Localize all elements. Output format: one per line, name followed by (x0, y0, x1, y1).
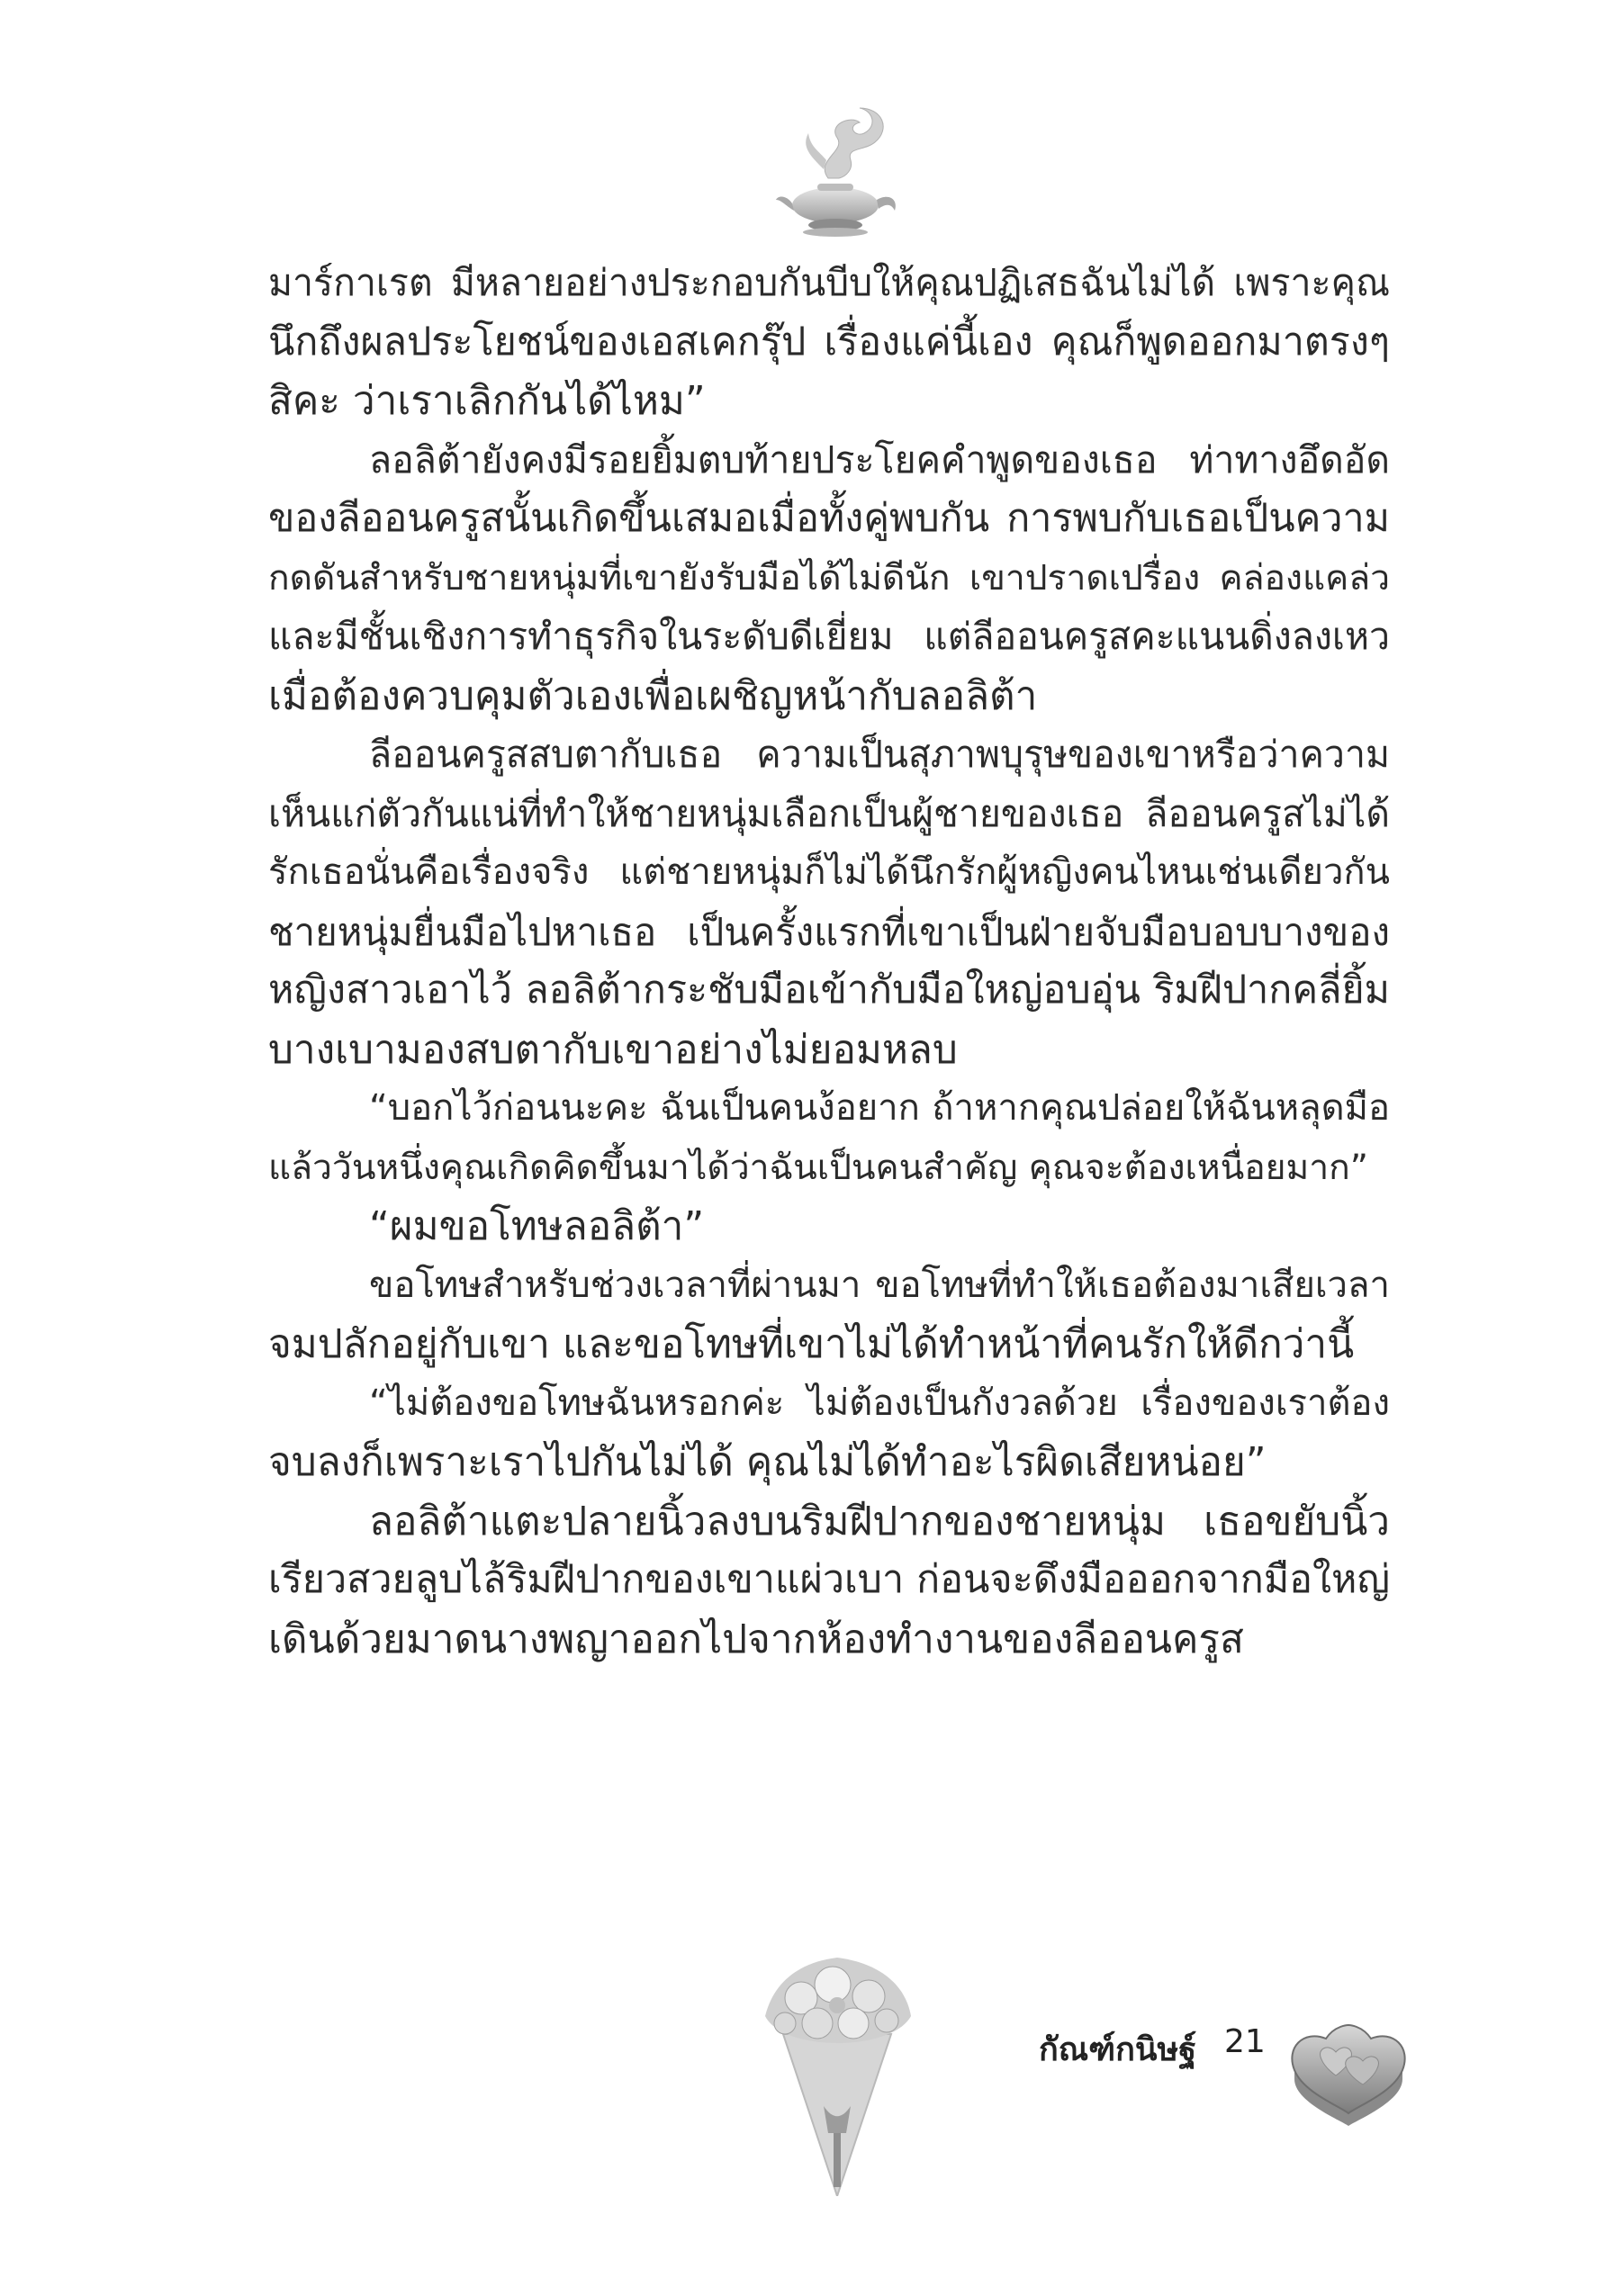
paragraph (268, 1256, 1390, 1374)
genie-lamp-icon (774, 106, 900, 241)
paragraph (268, 1492, 1390, 1670)
text-line: เมื่อต้องควบคุมตัวเองเพื่อเผชิญหน้ากับลอลิต้า (268, 672, 1038, 719)
paragraph (268, 1374, 1390, 1492)
paragraph (268, 1197, 1390, 1256)
book-title: กัณฑ์กนิษฐ์ (1039, 2031, 1197, 2068)
text-line: บางเบามองสบตากับเขาอย่างไม่ยอมหลบ (268, 1026, 958, 1073)
text-line: เรียวสวยลูบไล้ริมฝีปากของเขาแผ่วเบา ก่อนจะดึงมือออกจากมือใหญ่ (268, 1557, 1390, 1602)
body-text (268, 254, 1390, 1669)
text-line: และมีชั้นเชิงการทำธุรกิจในระดับดีเยี่ยม แต่ลีออนครูสคะแนนดิ่งลงเหว (268, 615, 1390, 658)
flower-bouquet-icon (747, 1926, 927, 2196)
text-line: หญิงสาวเอาไว้ ลอลิต้ากระชับมือเข้ากับมือใหญ่อบอุ่น ริมฝีปากคลี่ยิ้ม (268, 968, 1390, 1013)
page-number: 21 (1224, 2023, 1266, 2060)
text-line: ขอโทษสำหรับช่วงเวลาที่ผ่านมา ขอโทษที่ทำให้เธอต้องมาเสียเวลา (369, 1264, 1390, 1306)
text-line: นึกถึงผลประโยชน์ของเอสเคกรุ๊ป เรื่องแค่นี้เอง คุณก็พูดออกมาตรงๆ (268, 319, 1390, 365)
paragraph (268, 431, 1390, 726)
hearts-box-icon (1285, 2016, 1411, 2129)
text-line: เห็นแก่ตัวกันแน่ที่ทำให้ชายหนุ่มเลือกเป็นผู้ชายของเธอ ลีออนครูสไม่ได้ (268, 791, 1390, 835)
text-line: รักเธอนั่นคือเรื่องจริง แต่ชายหนุ่มก็ไม่ได้นึกรักผู้หญิงคนไหนเช่นเดียวกัน (268, 851, 1390, 893)
text-line: ชายหนุ่มยื่นมือไปหาเธอ เป็นครั้งแรกที่เขาเป็นฝ่ายจับมือบอบบางของ (268, 909, 1390, 954)
paragraph (268, 1079, 1390, 1197)
text-line: ลีออนครูสสบตากับเธอ ความเป็นสุภาพบุรุษของเขาหรือว่าความ (369, 733, 1390, 776)
paragraph (268, 725, 1390, 1079)
text-line: ลอลิต้ายังคงมีรอยยิ้มตบท้ายประโยคคำพูดของเธอ ท่าทางอึดอัด (369, 437, 1390, 482)
paragraph (268, 254, 1390, 431)
text-line: จมปลักอยู่กับเขา และขอโทษที่เขาไม่ได้ทำหน้าที่คนรักให้ดีกว่านี้ (268, 1321, 1355, 1367)
text-line: “ไม่ต้องขอโทษฉันหรอกค่ะ ไม่ต้องเป็นกังวลด้วย เรื่องของเราต้อง (369, 1382, 1390, 1424)
text-line: จบลงก็เพราะเราไปกันไม่ได้ คุณไม่ได้ทำอะไรผิดเสียหน่อย” (268, 1439, 1267, 1485)
text-line: กดดันสำหรับชายหนุ่มที่เขายังรับมือได้ไม่ดีนัก เขาปราดเปรื่อง คล่องแคล่ว (268, 557, 1390, 599)
text-line: เดินด้วยมาดนางพญาออกไปจากห้องทำงานของลีออนครูส (268, 1616, 1244, 1662)
text-line: “ผมขอโทษลอลิต้า” (369, 1203, 705, 1249)
text-line: ลอลิต้าแตะปลายนิ้วลงบนริมฝีปากของชายหนุ่ม เธอขยับนิ้ว (369, 1498, 1390, 1544)
text-line: ของลีออนครูสนั้นเกิดขึ้นเสมอเมื่อทั้งคู่พบกัน การพบกับเธอเป็นความ (268, 496, 1390, 541)
text-line: “บอกไว้ก่อนนะคะ ฉันเป็นคนง้อยาก ถ้าหากคุณปล่อยให้ฉันหลุดมือ (369, 1087, 1390, 1129)
text-line: แล้ววันหนึ่งคุณเกิดคิดขึ้นมาได้ว่าฉันเป็นคนสำคัญ คุณจะต้องเหนื่อยมาก” (268, 1147, 1368, 1188)
text-line: มาร์กาเรต มีหลายอย่างประกอบกันบีบให้คุณปฏิเสธฉันไม่ได้ เพราะคุณ (268, 261, 1390, 304)
text-line: สิคะ ว่าเราเลิกกันได้ไหม” (268, 378, 706, 424)
